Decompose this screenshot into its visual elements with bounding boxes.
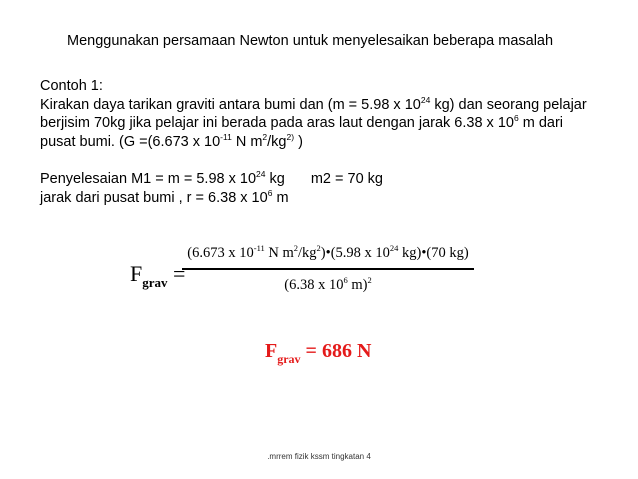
- example-line-3: pusat bumi. (G =(6.673 x $10^{-11}$ N $m^2/kg^{2)}$ ): [40, 131, 303, 150]
- formula-denominator: (6.38 x $10^6$ m)$^2$: [284, 275, 372, 293]
- solution-line-1: Penyelesaian M1 = m = 5.98 x $10^{24}$ kg m2 = 70 kg: [40, 169, 383, 187]
- footer-text: .mrrem fizik kssm tingkatan 4: [267, 452, 371, 461]
- formula-lhs: $F_{grav}$ =: [130, 261, 186, 290]
- slide-title: Menggunakan persamaan Newton untuk menyelesaikan beberapa masalah: [67, 33, 554, 49]
- formula-numerator: (6.673 x $10^{-11}$ N $m^2/kg^2)•(5.98$ x $10^{24}$ kg)•(70 kg): [187, 243, 469, 261]
- solution-block: [40, 170, 383, 207]
- gravity-formula: [130, 238, 475, 308]
- example-line-2: berjisim 70kg jika pelajar ini berada pada aras laut dengan jarak 6.38 x $10^6$ m dari: [40, 113, 564, 131]
- formula-fraction: [182, 238, 474, 300]
- solution-line-2: jarak dari pusat bumi , r = 6.38 x $10^6$ m: [40, 187, 289, 206]
- example-block: [40, 77, 630, 151]
- example-line-1: Kirakan daya tarikan graviti antara bumi dan (m = 5.98 x $10^{24}$ kg) dan seorang pelajar: [40, 94, 587, 113]
- example-heading: Contoh 1:: [40, 78, 103, 94]
- formula-result: $F_{grav} = 686$ N: [265, 340, 372, 366]
